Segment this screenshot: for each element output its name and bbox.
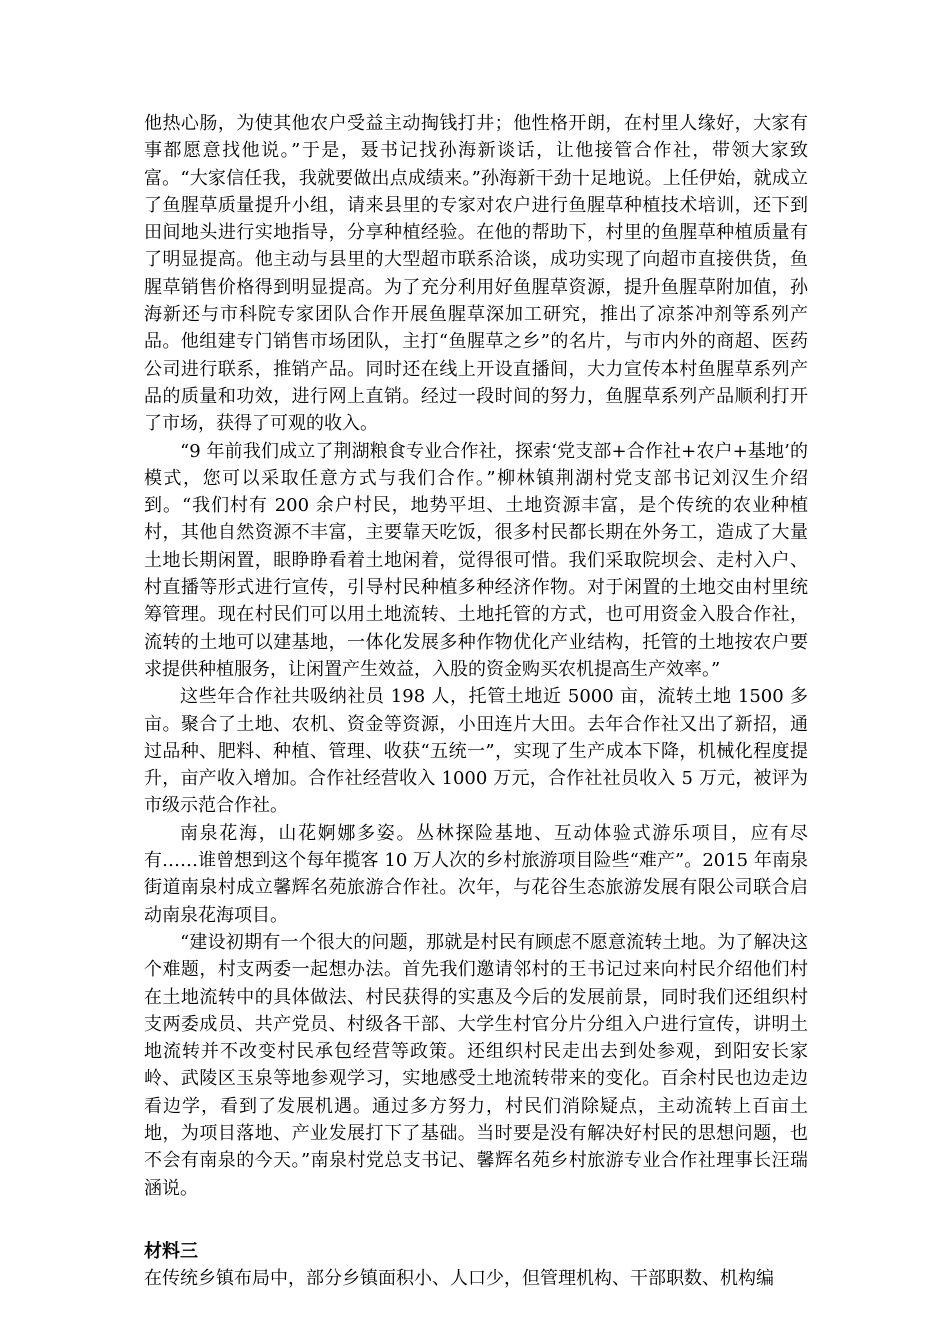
paragraph-2: “9 年前我们成立了荆湖粮食专业合作社，探索‘党支部+合作社+农户+基地’的模式，您可以采取任意方式与我们合作。”柳林镇荆湖村党支部书记刘汉生介绍到。“我们村有 200 余户村民，地势平坦、土地资源丰富，是个传统的农业种植村，其他自然资源不丰富，主要靠天吃饭，很多村民都长期在外务工，造成了大量土地长期闲置，眼睁睁看着土地闲着，觉得很可惜。我们采取院坝会、走村入户、村直播等形式进行宣传，引导村民种植多种经济作物。对于闲置的土地交由村里统筹管理。现在村民们可以用土地流转、土地托管的方式，也可用资金入股合作社，流转的土地可以建基地，一体化发展多种作物优化产业结构，托管的土地按农户要求提供种植服务，让闲置产生效益，入股的资金购买农机提高生产效率。” xyxy=(144,440,808,680)
paragraph-4: 南泉花海，山花婀娜多姿。丛林探险基地、互动体验式游乐项目，应有尽有……谁曾想到这个每年揽客 10 万人次的乡村旅游项目险些“难产”。2015 年南泉街道南泉村成立馨辉名苑旅游合作社。次年，与花谷生态旅游发展有限公司联合启动南泉花海项目。 xyxy=(144,822,808,926)
section-heading: 材料三 xyxy=(144,1240,198,1262)
paragraph-5: “建设初期有一个很大的问题，那就是村民有顾虑不愿意流转土地。为了解决这个难题，村支两委一起想办法。首先我们邀请邻村的王书记过来向村民介绍他们村在土地流转中的具体做法、村民获得的实惠及今后的发展前景，同时我们还组织村支两委成员、共产党员、村级各干部、大学生村官分片分组入户进行宣传，讲明土地流转并不改变村民承包经营等政策。还组织村民走出去到处参观，到阳安长家岭、武陵区玉泉等地参观学习，实地感受土地流转带来的变化。百余村民也边走边看边学，看到了发展机遇。通过多方努力，村民们消除疑点，主动流转上百亩土地，为项目落地、产业发展打下了基础。当时要是没有解决好村民的思想问题，也不会有南泉的今天。”南泉村党总支书记、馨辉名苑乡村旅游专业合作社理事长汪瑞涵说。 xyxy=(144,931,808,1199)
section-first-line: 在传统乡镇布局中，部分乡镇面积小、人口少，但管理机构、干部职数、机构编 xyxy=(144,1268,774,1290)
document-page xyxy=(144,110,808,1292)
paragraph-3: 这些年合作社共吸纳社员 198 人，托管土地近 5000 亩，流转土地 1500 多亩。聚合了土地、农机、资金等资源，小田连片大田。去年合作社又出了新招，通过品种、肥料、种植、管理、收获“五统一”，实现了生产成本下降，机械化程度提升，亩产收入增加。合作社经营收入 1000 万元，合作社社员收入 5 万元，被评为市级示范合作社。 xyxy=(144,686,808,817)
paragraph-1: 他热心肠，为使其他农户受益主动掏钱打井；他性格开朗，在村里人缘好，大家有事都愿意找他说。”于是，聂书记找孙海新谈话，让他接管合作社，带领大家致富。“大家信任我，我就要做出点成绩来。”孙海新干劲十足地说。上任伊始，就成立了鱼腥草质量提升小组，请来县里的专家对农户进行鱼腥草种植技术培训，还下到田间地头进行实地指导，分享种植经验。在他的帮助下，村里的鱼腥草种植质量有了明显提高。他主动与县里的大型超市联系洽谈，成功实现了向超市直接供货，鱼腥草销售价格得到明显提高。为了充分利用好鱼腥草资源，提升鱼腥草附加值，孙海新还与市科院专家团队合作开展鱼腥草深加工研究，推出了凉茶冲剂等系列产品。他组建专门销售市场团队，主打“鱼腥草之乡”的名片，与市内外的商超、医药公司进行联系，推销产品。同时还在线上开设直播间，大力宣传本村鱼腥草系列产品的质量和功效，进行网上直销。经过一段时间的努力，鱼腥草系列产品顺利打开了市场，获得了可观的收入。 xyxy=(144,113,808,435)
